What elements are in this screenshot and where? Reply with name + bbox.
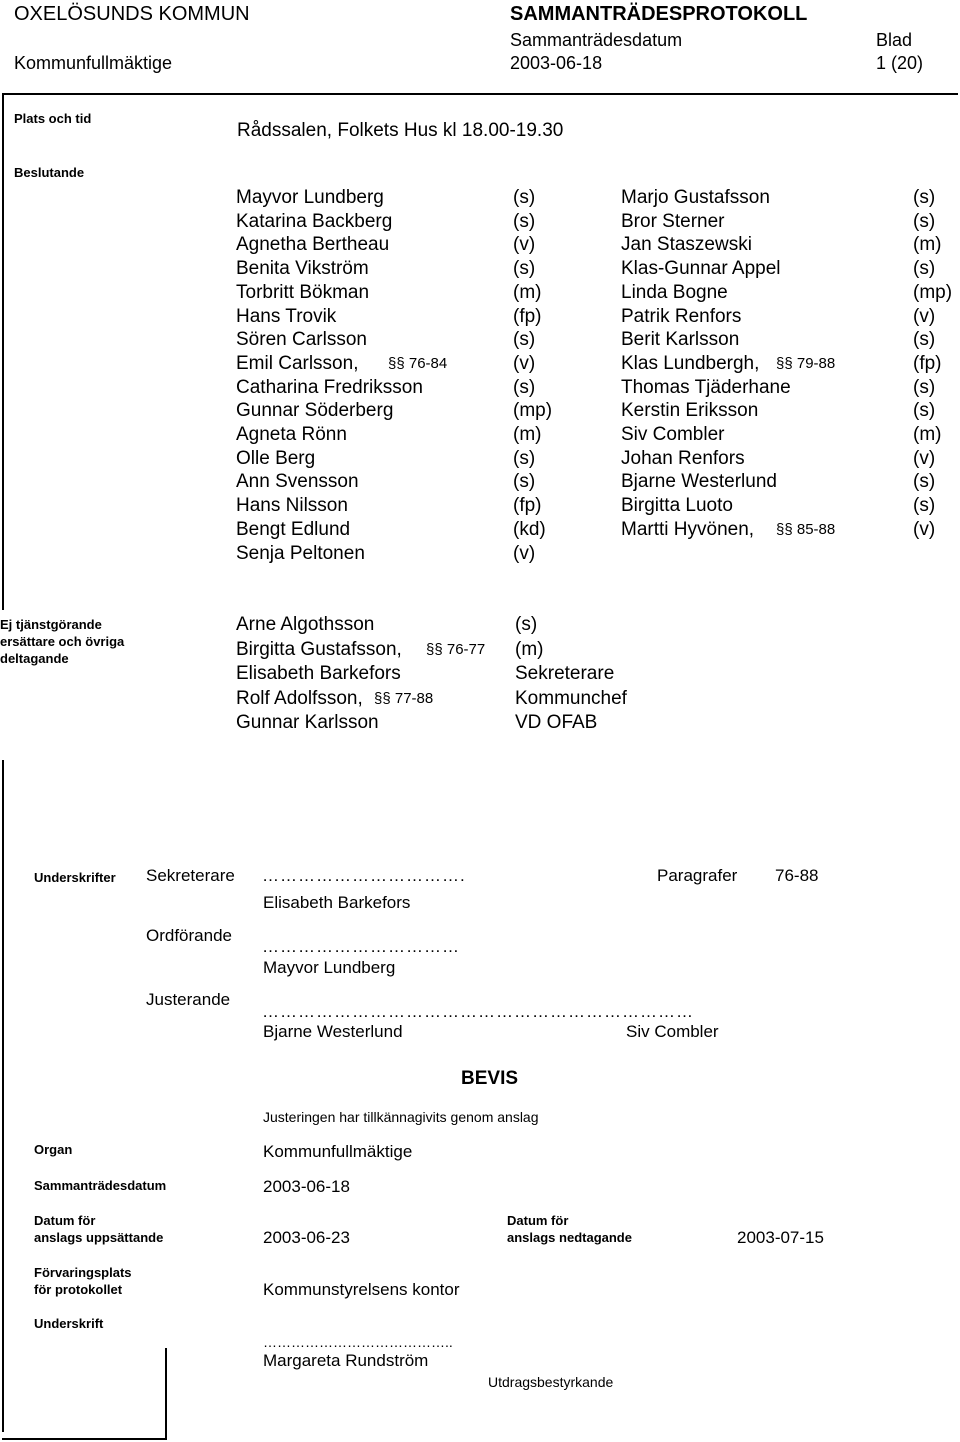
member-party: (s): [513, 258, 536, 280]
member-party: (s): [913, 495, 936, 517]
member-paragraphs: §§ 85-88: [776, 520, 836, 538]
member-party: (s): [513, 329, 536, 351]
storage-value: Kommunstyrelsens kontor: [263, 1280, 460, 1299]
place-label: Plats och tid: [14, 111, 92, 126]
secretary-name: Elisabeth Barkefors: [263, 893, 411, 912]
adjuster-signature-line: ………………………………………………………………: [262, 1002, 694, 1021]
member-name: Agneta Rönn: [236, 424, 347, 445]
member-name: Hans Nilsson: [236, 495, 348, 517]
member-paragraphs: §§ 76-84: [388, 354, 448, 372]
member-party: (m): [513, 281, 542, 303]
member-name: Benita Vikström: [236, 258, 369, 280]
secretary-label: Sekreterare: [146, 866, 235, 885]
posted-label: [34, 1212, 163, 1246]
top-rule: [2, 93, 958, 95]
member-name: Siv Combler: [621, 424, 725, 445]
participant-role: Kommunchef: [515, 687, 627, 709]
member-party: (s): [913, 187, 936, 208]
bevis-title: BEVIS: [461, 1068, 519, 1089]
storage-label: [34, 1264, 132, 1298]
member-party: (s): [913, 258, 936, 280]
removed-label-line: anslags nedtagande: [507, 1230, 632, 1245]
member-name: Klas-Gunnar Appel: [621, 258, 781, 280]
member-name: Linda Bogne: [621, 281, 728, 303]
others-label-line: ersättare och övriga: [0, 634, 125, 649]
member-party: (s): [913, 471, 936, 493]
secretary-signature-line: …………………………….: [262, 866, 466, 885]
participant-paragraphs: §§ 77-88: [374, 689, 434, 707]
participant-role: Sekreterare: [515, 663, 615, 684]
page-number: 1 (20): [876, 53, 924, 73]
member-name: Torbritt Bökman: [236, 281, 370, 303]
member-name: Jan Staszewski: [621, 234, 752, 256]
member-name: Gunnar Söderberg: [236, 400, 394, 422]
municipality-name: OXELÖSUNDS KOMMUN: [14, 3, 250, 25]
paragraphs-value: 76-88: [775, 866, 819, 885]
body-name: Kommunfullmäktige: [14, 53, 173, 73]
member-name: Sören Carlsson: [236, 329, 367, 351]
member-name: Katarina Backberg: [236, 210, 393, 232]
member-party: (s): [913, 376, 936, 398]
member-name: Senja Peltonen: [236, 542, 365, 564]
posted-label-line: Datum för: [34, 1213, 96, 1228]
signature-label: Underskrift: [34, 1316, 104, 1331]
member-name: Olle Berg: [236, 447, 316, 469]
removed-label-line: Datum för: [507, 1213, 569, 1228]
member-party: (kd): [513, 518, 546, 540]
member-party: (s): [913, 329, 936, 351]
member-party: (s): [513, 210, 536, 232]
member-name: Birgitta Luoto: [621, 495, 733, 517]
chair-signature-line: ……………………………: [262, 937, 460, 956]
storage-label-line: Förvaringsplats: [34, 1265, 132, 1280]
member-name: Bjarne Westerlund: [621, 471, 777, 493]
posted-value: 2003-06-23: [263, 1228, 350, 1247]
bottom-rule: [2, 1438, 165, 1440]
member-party: (s): [913, 210, 936, 232]
member-name: Ann Svensson: [236, 471, 359, 493]
place-value: Rådssalen, Folkets Hus kl 18.00-19.30: [237, 120, 564, 141]
removed-label: [507, 1212, 632, 1246]
member-name: Kerstin Eriksson: [621, 400, 759, 422]
bevis-signature-line: …………………………………..: [263, 1334, 453, 1350]
certifier-label: Utdragsbestyrkande: [488, 1374, 614, 1390]
bevis-note: Justeringen har tillkännagivits genom anslag: [263, 1109, 539, 1125]
bevis-date-value: 2003-06-18: [263, 1177, 350, 1196]
member-name: Thomas Tjäderhane: [621, 376, 791, 398]
member-name: Catharina Fredriksson: [236, 376, 423, 398]
signatures-label: Underskrifter: [34, 870, 116, 885]
member-party: (fp): [513, 495, 542, 517]
left-rule-lower: [2, 760, 4, 1432]
member-party: (v): [913, 518, 936, 540]
organ-value: Kommunfullmäktige: [263, 1142, 413, 1161]
posted-label-line: anslags uppsättande: [34, 1230, 164, 1245]
page-label: Blad: [876, 30, 913, 50]
adjuster-name-2: Siv Combler: [626, 1022, 719, 1041]
bevis-date-label: Sammanträdesdatum: [34, 1178, 167, 1193]
document-type: SAMMANTRÄDESPROTOKOLL: [510, 3, 808, 25]
storage-label-line: för protokollet: [34, 1282, 123, 1297]
member-party: (s): [513, 471, 536, 493]
left-rule-upper: [2, 93, 4, 610]
organ-label: Organ: [34, 1142, 73, 1157]
member-name: Klas Lundbergh, §§ 79-88: [621, 352, 836, 374]
member-party: (s): [513, 447, 536, 469]
member-name: Berit Karlsson: [621, 329, 740, 351]
member-party: (m): [913, 234, 942, 256]
others-label-line: deltagande: [0, 651, 69, 666]
member-party: (v): [513, 234, 536, 256]
member-party: (m): [513, 424, 542, 445]
member-party: (mp): [513, 400, 553, 422]
member-name: Patrik Renfors: [621, 305, 742, 327]
participant-name: Arne Algothsson: [236, 614, 375, 635]
member-party: (v): [513, 542, 536, 564]
member-name: Bengt Edlund: [236, 518, 351, 540]
member-name: Emil Carlsson, §§ 76-84: [236, 352, 448, 374]
participant-role: VD OFAB: [515, 712, 598, 733]
participant-name: Elisabeth Barkefors: [236, 663, 401, 684]
member-party: (fp): [913, 352, 942, 374]
member-name: Marjo Gustafsson: [621, 187, 770, 208]
member-name: Hans Trovik: [236, 305, 337, 327]
member-party: (v): [513, 352, 536, 374]
member-party: (s): [913, 400, 936, 422]
member-party: (s): [513, 376, 536, 398]
signature-box-left-rule: [165, 1348, 167, 1440]
participant-name: Gunnar Karlsson: [236, 712, 379, 733]
participant-paragraphs: §§ 76-77: [426, 640, 486, 658]
adjuster-label: Justerande: [146, 990, 231, 1009]
others-label: [0, 616, 124, 667]
chair-label: Ordförande: [146, 926, 232, 945]
bevis-signature-name: Margareta Rundström: [263, 1351, 429, 1370]
member-name: Martti Hyvönen, §§ 85-88: [621, 518, 836, 540]
member-name: Bror Sterner: [621, 210, 725, 232]
member-party: (fp): [513, 305, 542, 327]
participant-role: (m): [515, 638, 544, 660]
member-party: (v): [913, 447, 936, 469]
participant-name: Birgitta Gustafsson, §§ 76-77: [236, 638, 486, 660]
member-name: Mayvor Lundberg: [236, 187, 384, 208]
chair-name: Mayvor Lundberg: [263, 958, 396, 977]
deciding-members-label: Beslutande: [14, 165, 85, 180]
participant-role: (s): [515, 614, 538, 635]
member-party: (m): [913, 424, 942, 445]
member-name: Agnetha Bertheau: [236, 234, 390, 256]
participant-name: Rolf Adolfsson, §§ 77-88: [236, 687, 434, 709]
meeting-date: 2003-06-18: [510, 53, 603, 73]
member-name: Johan Renfors: [621, 447, 745, 469]
member-party: (s): [513, 187, 536, 208]
meeting-date-label: Sammanträdesdatum: [510, 30, 683, 50]
member-paragraphs: §§ 79-88: [776, 354, 836, 372]
member-party: (mp): [913, 281, 953, 303]
others-label-line: Ej tjänstgörande: [0, 617, 102, 632]
removed-value: 2003-07-15: [737, 1228, 824, 1247]
paragraphs-label: Paragrafer: [657, 866, 738, 885]
adjuster-name-1: Bjarne Westerlund: [263, 1022, 403, 1041]
member-party: (v): [913, 305, 936, 327]
